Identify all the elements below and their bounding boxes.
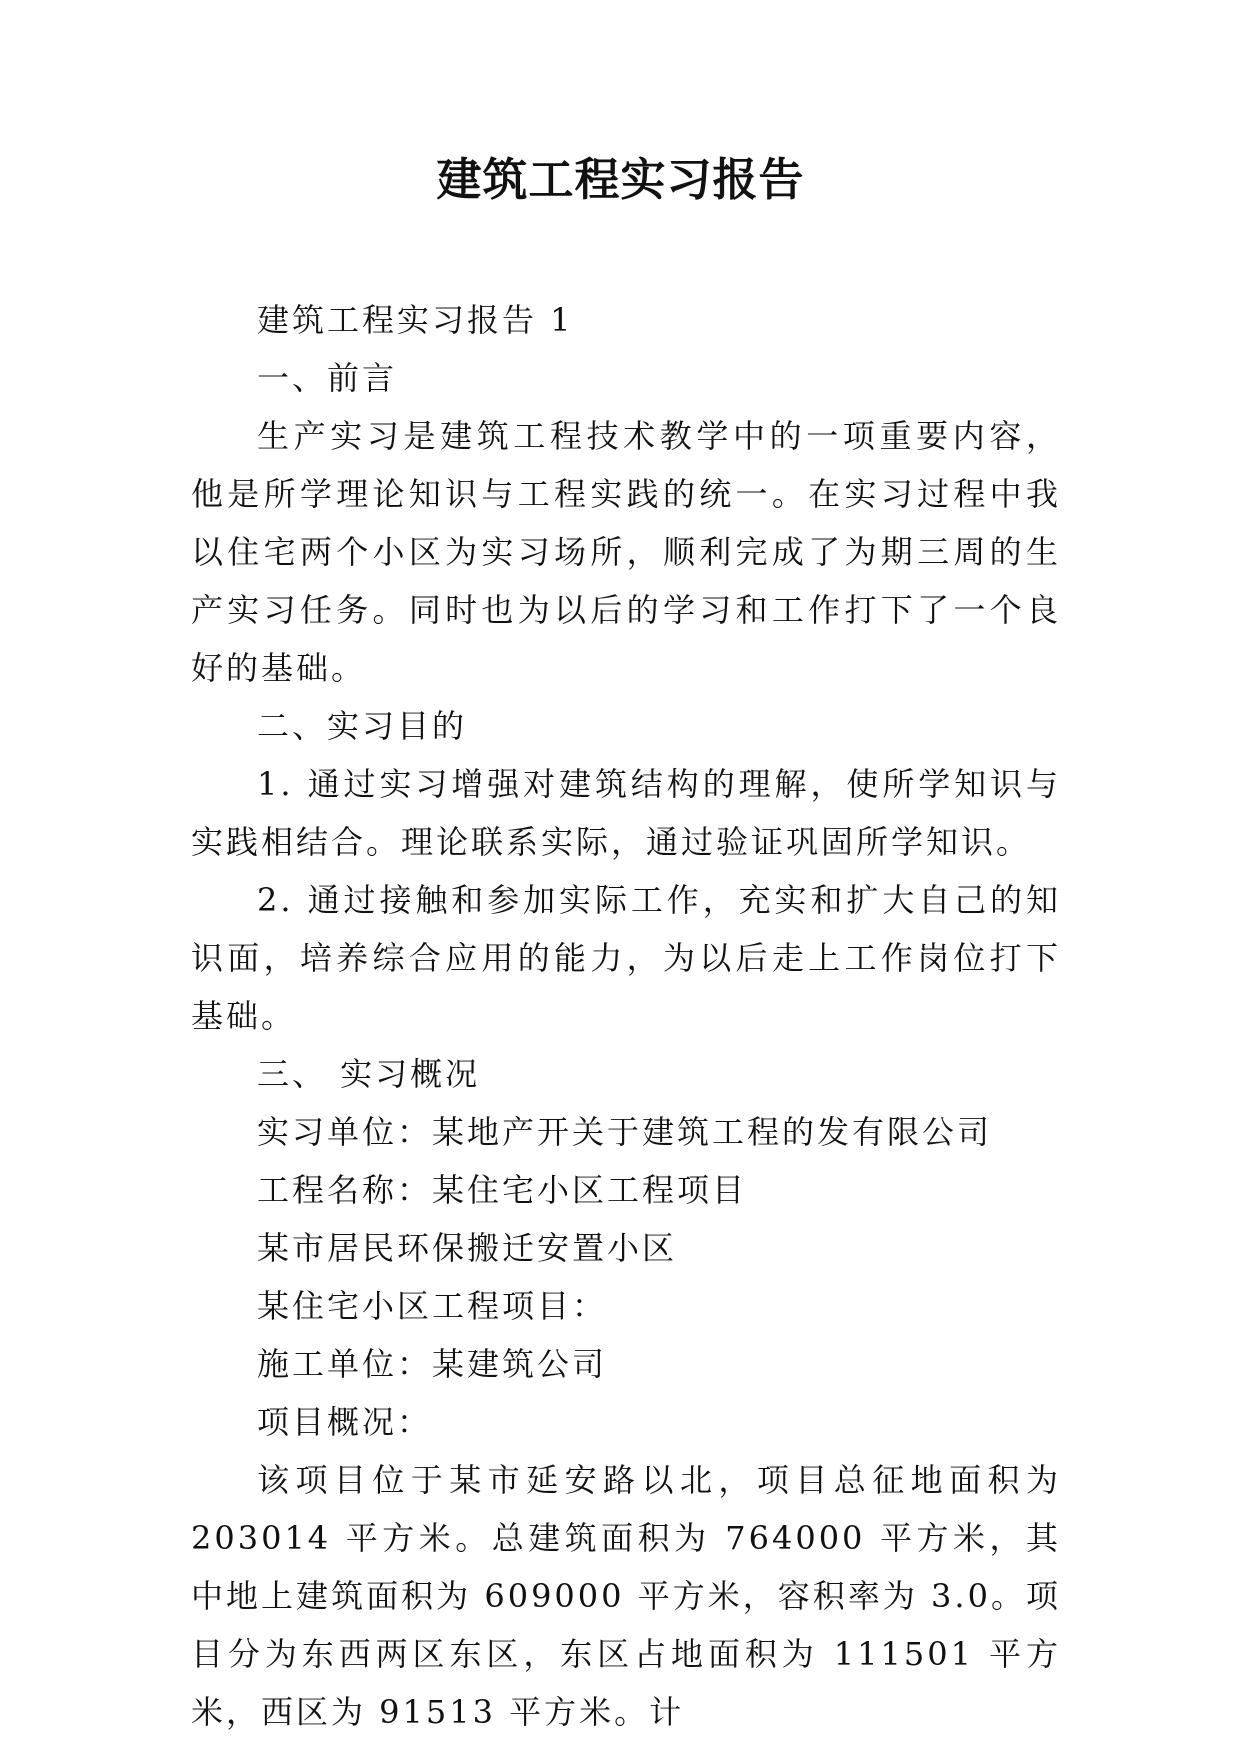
document-title: 建筑工程实习报告 (436, 153, 805, 206)
info-line-project-name: 工程名称：某住宅小区工程项目 (257, 1171, 748, 1209)
paragraph-purpose-2: 2. 通过接触和参加实际工作，充实和扩大自己的知识面，培养综合应用的能力，为以后走上工作岗位打下基础。 (191, 881, 1061, 1035)
section-heading-report-1: 建筑工程实习报告 1 (257, 301, 574, 339)
document-body (191, 291, 1061, 1741)
section-heading-purpose: 二、实习目的 (257, 707, 468, 745)
section-heading-preface: 一、前言 (257, 359, 398, 397)
paragraph-purpose-1: 1. 通过实习增强对建筑结构的理解，使所学知识与实践相结合。理论联系实际，通过验证巩固所学知识。 (191, 765, 1061, 861)
paragraph-project-details: 该项目位于某市延安路以北，项目总征地面积为 203014 平方米。总建筑面积为 764000 平方米，其中地上建筑面积为 609000 平方米，容积率为 3.0。项目分为东西两区东区，东区占地面积为 111501 平方米，西区为 91513 平方米。计 (191, 1461, 1061, 1731)
info-line-internship-unit: 实习单位：某地产开关于建筑工程的发有限公司 (257, 1113, 993, 1151)
info-line-project-overview: 项目概况： (257, 1403, 433, 1441)
section-heading-overview: 三、 实习概况 (257, 1055, 481, 1093)
info-line-resettlement: 某市居民环保搬迁安置小区 (257, 1229, 678, 1267)
info-line-construction-unit: 施工单位：某建筑公司 (257, 1345, 608, 1383)
paragraph-preface: 生产实习是建筑工程技术教学中的一项重要内容，他是所学理论知识与工程实践的统一。在实习过程中我以住宅两个小区为实习场所，顺利完成了为期三周的生产实习任务。同时也为以后的学习和工作打下了一个良好的基础。 (191, 417, 1061, 687)
info-line-project: 某住宅小区工程项目： (257, 1287, 608, 1325)
